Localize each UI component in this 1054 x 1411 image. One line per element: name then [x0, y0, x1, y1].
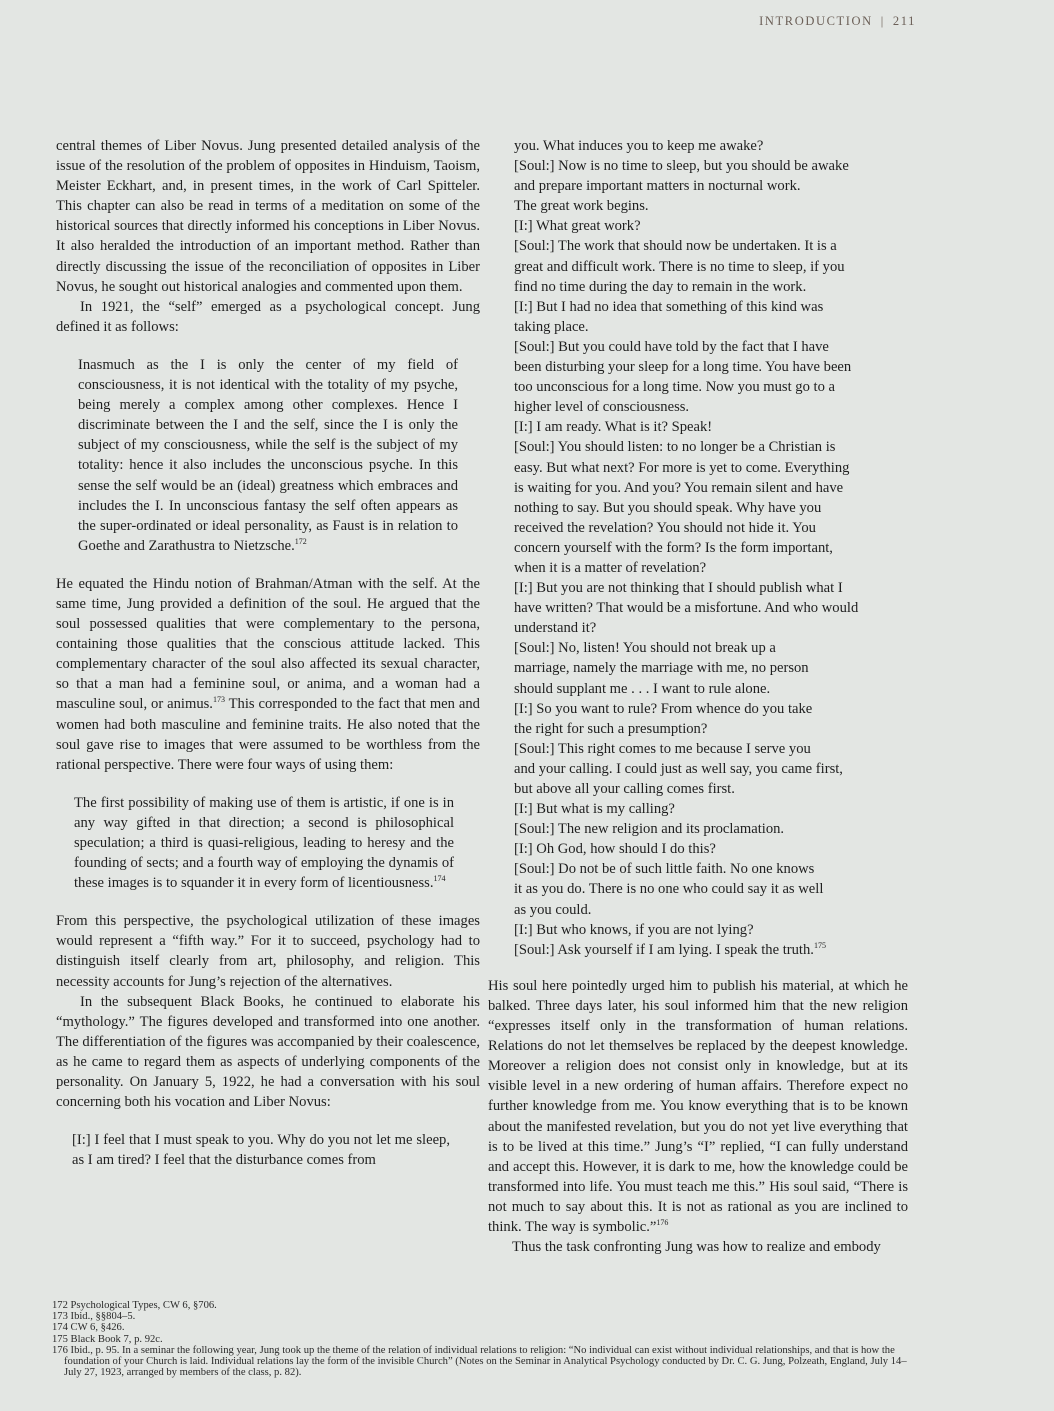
dialogue-line: but above all your calling comes first. — [514, 781, 735, 797]
dialogue-line: should supplant me . . . I want to rule alone. — [514, 680, 771, 697]
dialogue-line: and prepare important matters in nocturnal work. — [514, 178, 801, 195]
footnote: 172 Psychological Types, CW 6, §706. — [52, 1300, 217, 1311]
dialogue-line: The great work begins. — [514, 198, 649, 215]
paragraph: In 1921, the “self” emerged as a psychological concept. Jung defined it as follows: — [56, 298, 480, 335]
dialogue-line: [Soul:] No, listen! You should not break up a — [514, 640, 776, 657]
paragraph-text: His soul here pointedly urged him to publish his material, at which he balked. Three days later, his soul informed him that the new religion “expresses itself only in the transformation of human relations. Relations do not let themselves be replaced by the deepest knowledge. Moreover a religion does not consist only in knowledge, but at its visible level in a new ordering of human affairs. Therefore expect no further knowledge from me. You know everything that is to be known about the manifested revelation, but you do not yet live everything that is to be lived at this time.” Jung’s “I” replied, “I can fully understand and accept this. However, it is dark to me, how the knowledge could be transformed into life. You must teach me this.” His soul said, “There is not much to say about this. It is not as rational as you are inclined to think. The way is symbolic.” — [488, 977, 908, 1235]
dialogue-line: [I:] I am ready. What is it? Speak! — [514, 419, 713, 436]
dialogue-line: and your calling. I could just as well say, you came first, — [514, 760, 843, 777]
dialogue-quote — [514, 136, 908, 960]
paragraph: In the subsequent Black Books, he continued to elaborate his “mythology.” The figures developed and transformed into one another. The differentiation of the figures was accompanied by their coalescence, as he came to regard them as aspects of underlying components of the personality. On January 5, 1922, he had a conversation with his soul concerning both his vocation and Liber Novus: — [56, 993, 480, 1111]
dialogue-line: [Soul:] The work that should now be undertaken. It is a — [514, 238, 837, 255]
dialogue-line: you. What induces you to keep me awake? — [514, 138, 764, 154]
dialogue-line: find no time during the day to remain in the work. — [514, 278, 807, 295]
dialogue-line: as you could. — [514, 901, 592, 918]
dialogue-line: [I:] So you want to rule? From whence do you take — [514, 700, 813, 717]
dialogue-line: marriage, namely the marriage with me, no person — [514, 660, 809, 677]
dialogue-line: when it is a matter of revelation? — [514, 559, 707, 576]
dialogue-line: [I:] But who knows, if you are not lying? — [514, 921, 754, 938]
dialogue-line: [Soul:] But you could have told by the fact that I have — [514, 338, 829, 355]
dialogue-line: understand it? — [514, 620, 597, 637]
paragraph: central themes of Liber Novus. Jung presented detailed analysis of the issue of the resolution of the problem of opposites in Hinduism, Taoism, Meister Eckhart, and, in present times, in the work of Carl Spitteler. This chapter can also be read in terms of a meditation on some of the historical sources that directly informed his conceptions in Liber Novus. It also heralded the introduction of an important method. Rather than directly discussing the issue of the reconciliation of opposites in Liber Novus, he sought out historical analogies and commented upon them. — [56, 138, 480, 295]
dialogue-line: have written? That would be a misfortune. And who would — [514, 600, 859, 617]
header-separator: | — [880, 14, 885, 28]
dialogue-line: easy. But what next? For more is yet to come. Everything — [514, 459, 850, 476]
footnotes — [52, 1300, 908, 1378]
dialogue-line: [Soul:] This right comes to me because I serve you — [514, 740, 811, 757]
section-title: INTRODUCTION — [759, 14, 873, 28]
footnote: 176 Ibid., p. 95. In a seminar the following year, Jung took up the theme of the relation of individual relations to religion: “No individual can exist without individual relationships, and that is how the foundation of your Church is laid. Individual relations lay the form of the invisible Church” (Notes on the Seminar in Analytical Psychology conducted by Dr. C. G. Jung, Polzeath, England, July 14–July 27, 1923, arranged by members of the class, p. 82). — [52, 1344, 907, 1379]
dialogue-line: it as you do. There is no one who could say it as well — [514, 881, 824, 898]
dialogue-line: great and difficult work. There is no time to sleep, if you — [514, 258, 845, 275]
dialogue-line: [I:] Oh God, how should I do this? — [514, 841, 716, 858]
footnote-ref: 175 — [813, 940, 826, 950]
footnote: 173 Ibid., §§804–5. — [52, 1311, 136, 1323]
dialogue-line: been disturbing your sleep for a long time. You have been — [514, 359, 852, 376]
footnote-ref: 172 — [294, 536, 307, 546]
dialogue-line: [I:] But you are not thinking that I should publish what I — [514, 580, 843, 597]
dialogue-line: too unconscious for a long time. Now you must go to a — [514, 379, 836, 396]
quote-text: Inasmuch as the I is only the center of my field of consciousness, it is not identical with the totality of my psyche, being merely a complex among other complexes. Hence I discriminate between the I and the self, since the I is only the subject of my consciousness, while the self is the subject of my totality: hence it also includes the unconscious psyche. In this sense the self would be an (ideal) greatness which embraces and includes the I. In unconscious fantasy the self often appears as the super-ordinated or ideal personality, as Faust is in relation to Goethe and Zarathustra to Nietzsche. — [78, 356, 458, 554]
dialogue-line: higher level of consciousness. — [514, 399, 690, 416]
footnote: 175 Black Book 7, p. 92c. — [52, 1333, 163, 1345]
page-number: 211 — [892, 14, 916, 28]
running-header — [759, 14, 916, 29]
dialogue-line: is waiting for you. And you? You remain silent and have — [514, 479, 844, 496]
dialogue-line: [I:] But I had no idea that something of this kind was — [514, 298, 824, 315]
block-quote — [74, 793, 454, 893]
block-quote: [I:] I feel that I must speak to you. Why do you not let me sleep, as I am tired? I feel that the disturbance comes from — [72, 1132, 450, 1169]
footnote-ref: 173 — [212, 695, 225, 705]
dialogue-line: concern yourself with the form? Is the form important, — [514, 539, 833, 556]
paragraph-text: He equated the Hindu notion of Brahman/Atman with the self. At the same time, Jung provided a definition of the soul. He argued that the soul possessed qualities that were complementary to the persona, containing those qualities that the conscious attitude lacked. This complementary character of the soul also affected its sexual character, so that a man had a feminine soul, or anima, and a woman had a masculine soul, or animus. — [56, 575, 480, 713]
dialogue-line-text: [Soul:] Ask yourself if I am lying. I speak the truth. — [514, 941, 814, 958]
paragraph: Thus the task confronting Jung was how to realize and embody — [512, 1239, 881, 1256]
dialogue-line: [I:] What great work? — [514, 218, 641, 235]
footnote: 174 CW 6, §426. — [52, 1322, 125, 1334]
dialogue-line: [Soul:] You should listen: to no longer be a Christian is — [514, 439, 836, 456]
quote-text: The first possibility of making use of them is artistic, if one is in any way gifted in that direction; a second is philosophical speculation; a third is quasi-religious, leading to heresy and the founding of sects; and a fourth way of employing the dynamis of these images is to squander it in every form of licentiousness. — [74, 794, 454, 892]
dialogue-line — [514, 940, 908, 960]
footnote-ref: 174 — [433, 874, 446, 884]
paragraph — [488, 976, 908, 1237]
dialogue-line: [I:] But what is my calling? — [514, 801, 675, 818]
paragraph: From this perspective, the psychological utilization of these images would represent a “fifth way.” For it to succeed, psychology had to distinguish itself clearly from art, philosophy, and religion. This necessity accounts for Jung’s rejection of the alternatives. — [56, 913, 480, 990]
dialogue-line: the right for such a presumption? — [514, 720, 708, 737]
right-column — [488, 136, 908, 1257]
paragraph — [56, 574, 480, 775]
dialogue-line: [Soul:] The new religion and its proclamation. — [514, 821, 785, 838]
dialogue-line: nothing to say. But you should speak. Why have you — [514, 499, 822, 516]
dialogue-line: [Soul:] Now is no time to sleep, but you should be awake — [514, 158, 849, 175]
paragraph-text: This corresponded to the fact that men and women had both masculine and feminine traits. He also noted that the soul gave rise to images that were assumed to be worthless from the rational perspective. There were four ways of using them: — [56, 696, 480, 773]
left-column — [56, 136, 480, 1170]
block-quote — [78, 355, 458, 556]
footnote-ref: 176 — [656, 1218, 669, 1228]
dialogue-line: taking place. — [514, 318, 589, 335]
dialogue-line: [Soul:] Do not be of such little faith. No one knows — [514, 861, 815, 878]
dialogue-line: received the revelation? You should not hide it. You — [514, 519, 816, 536]
